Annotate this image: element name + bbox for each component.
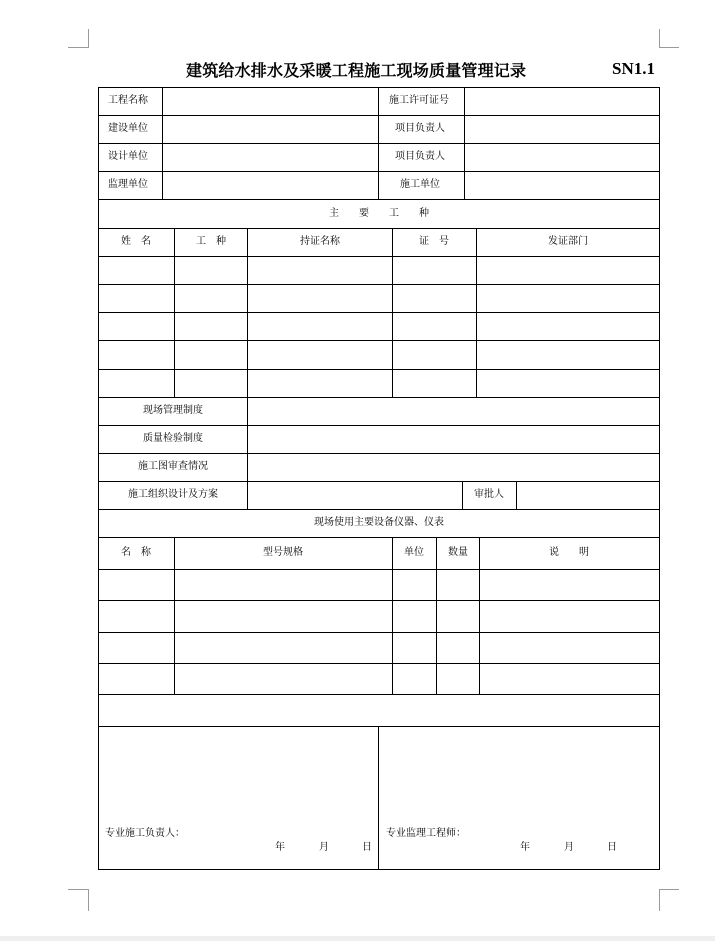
form-code: SN1.1 (612, 59, 655, 78)
label-project-manager: 项目负责人 (395, 123, 445, 134)
table-row[interactable] (99, 570, 659, 600)
field-drawing-review-status[interactable] (248, 454, 659, 481)
page-bottom-edge (0, 936, 715, 941)
signature-right-day: 日 (607, 842, 617, 853)
equipment-col-name: 名 称 (121, 547, 151, 558)
equipment-col-quantity: 数量 (448, 547, 468, 558)
crop-mark (88, 29, 89, 48)
signature-right-area[interactable] (379, 727, 659, 869)
crop-mark (659, 889, 679, 890)
signature-right-label: 专业监理工程师： (386, 828, 466, 839)
label-project-manager-2: 项目负责人 (395, 151, 445, 162)
staff-col-issuing-authority: 发证部门 (548, 236, 588, 247)
table-row[interactable] (99, 633, 659, 663)
table-row[interactable] (99, 664, 659, 694)
field-project-name[interactable] (163, 88, 378, 115)
field-project-manager[interactable] (465, 116, 659, 143)
field-design-unit[interactable] (163, 144, 378, 171)
remarks-row[interactable] (99, 695, 659, 726)
field-approver[interactable] (517, 482, 659, 509)
label-builder-unit: 施工单位 (400, 179, 440, 190)
table-row[interactable] (99, 341, 659, 369)
field-construction-unit[interactable] (163, 116, 378, 143)
signature-left-year: 年 (275, 842, 285, 853)
label-drawing-review-status: 施工图审查情况 (138, 461, 208, 472)
staff-col-trade: 工 种 (196, 236, 226, 247)
crop-mark (88, 889, 89, 911)
label-construction-plan: 施工组织设计及方案 (128, 489, 218, 500)
field-project-manager-2[interactable] (465, 144, 659, 171)
label-quality-inspection-system: 质量检验制度 (143, 433, 203, 444)
crop-mark (659, 47, 679, 48)
signature-left-label: 专业施工负责人： (105, 828, 185, 839)
crop-mark (659, 29, 660, 48)
signature-right-year: 年 (520, 842, 530, 853)
table-row[interactable] (99, 313, 659, 340)
staff-section-title: 主 要 工 种 (329, 208, 429, 219)
crop-mark (659, 889, 660, 911)
staff-col-name: 姓 名 (121, 236, 151, 247)
table-row[interactable] (99, 257, 659, 284)
table-row[interactable] (99, 370, 659, 397)
signature-left-month: 月 (319, 842, 329, 853)
field-supervision-unit[interactable] (163, 172, 378, 199)
table-row[interactable] (99, 601, 659, 632)
label-design-unit: 设计单位 (108, 151, 148, 162)
label-construction-unit: 建设单位 (108, 123, 148, 134)
staff-col-certificate-name: 持证名称 (300, 236, 340, 247)
label-approver: 审批人 (474, 489, 504, 500)
field-builder-unit[interactable] (465, 172, 659, 199)
equipment-col-notes: 说 明 (549, 547, 589, 558)
table-row[interactable] (99, 285, 659, 312)
signature-left-area[interactable] (99, 727, 378, 869)
field-site-management-system[interactable] (248, 398, 659, 425)
field-permit-number[interactable] (465, 88, 659, 115)
equipment-col-model: 型号规格 (263, 547, 303, 558)
form-title: 建筑给水排水及采暖工程施工现场质量管理记录 (186, 61, 527, 80)
crop-mark (68, 889, 88, 890)
field-construction-plan[interactable] (248, 482, 462, 509)
crop-mark (68, 47, 88, 48)
label-supervision-unit: 监理单位 (108, 179, 148, 190)
equipment-section-title: 现场使用主要设备仪器、仪表 (314, 517, 444, 528)
field-quality-inspection-system[interactable] (248, 426, 659, 453)
equipment-col-unit: 单位 (404, 547, 424, 558)
staff-col-certificate-number: 证 号 (419, 236, 449, 247)
signature-right-month: 月 (564, 842, 574, 853)
signature-left-day: 日 (362, 842, 372, 853)
label-project-name: 工程名称 (108, 95, 148, 106)
label-site-management-system: 现场管理制度 (143, 405, 203, 416)
label-permit-number: 施工许可证号 (389, 95, 449, 106)
